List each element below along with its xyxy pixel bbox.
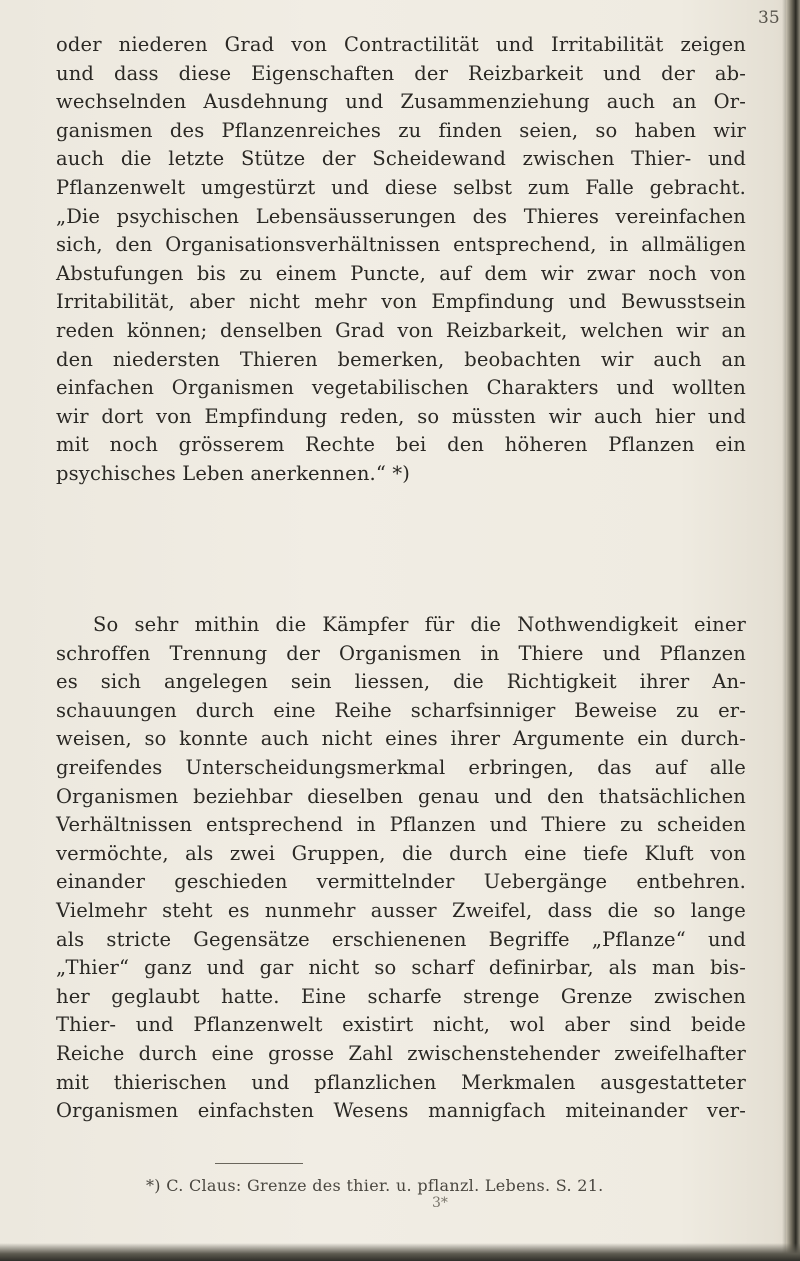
text-line: Pflanzenwelt umgestürzt und diese selbst zum Falle gebracht. — [56, 175, 746, 199]
text-line: mit noch grösserem Rechte bei den höheren Pflanzen ein — [56, 433, 746, 457]
text-line: reden können; denselben Grad von Reizbarkeit, welchen wir an — [56, 318, 746, 342]
footnote: *) C. Claus: Grenze des thier. u. pflanzl. Lebens. S. 21. — [146, 1176, 604, 1195]
text-line: schroffen Trennung der Organismen in Thiere und Pflanzen — [56, 641, 746, 665]
signature-mark: 3* — [432, 1195, 448, 1211]
text-line: So sehr mithin die Kämpfer für die Nothwendigkeit einer — [93, 613, 746, 636]
text-line: einander geschieden vermittelnder Uebergänge entbehren. — [56, 870, 746, 894]
text-line: den niedersten Thieren bemerken, beobachten wir auch an — [56, 347, 746, 371]
page-bottom-edge — [0, 1243, 800, 1261]
text-line: wir dort von Empfindung reden, so müssten wir auch hier und — [56, 404, 746, 428]
text-line: Irritabilität, aber nicht mehr von Empfindung und Bewusstsein — [56, 290, 746, 314]
text-line: „Thier“ ganz und gar nicht so scharf definirbar, als man bis- — [56, 956, 746, 980]
text-line: schauungen durch eine Reihe scharfsinniger Beweise zu er- — [56, 698, 746, 722]
text-line: Vielmehr steht es nunmehr ausser Zweifel, dass die so lange — [56, 898, 746, 922]
text-line: vermöchte, als zwei Gruppen, die durch eine tiefe Kluft von — [56, 841, 746, 865]
text-line: mit thierischen und pflanzlichen Merkmalen ausgestatteter — [56, 1070, 746, 1094]
text-line: Organismen beziehbar dieselben genau und den thatsächlichen — [56, 784, 746, 808]
text-line: auch die letzte Stütze der Scheidewand zwischen Thier- und — [56, 147, 746, 171]
text-line: Verhältnissen entsprechend in Pflanzen und Thiere zu scheiden — [56, 813, 746, 837]
text-line: es sich angelegen sein liessen, die Richtigkeit ihrer An- — [56, 670, 746, 694]
text-line: Reiche durch eine grosse Zahl zwischenstehender zweifelhafter — [56, 1041, 746, 1065]
paragraph-1 — [56, 31, 746, 489]
footnote-divider — [215, 1163, 303, 1164]
paragraph-2 — [56, 611, 746, 1126]
page-number: 35 — [758, 8, 780, 28]
text-line: wechselnden Ausdehnung und Zusammenziehung auch an Or- — [56, 90, 746, 114]
text-line: „Die psychischen Lebensäusserungen des Thieres vereinfachen — [56, 204, 746, 228]
text-line: psychisches Leben anerkennen.“ *) — [56, 461, 411, 485]
text-line: Thier- und Pflanzenwelt existirt nicht, wol aber sind beide — [56, 1013, 746, 1037]
text-line: greifendes Unterscheidungsmerkmal erbringen, das auf alle — [56, 755, 746, 779]
text-line: her geglaubt hatte. Eine scharfe strenge Grenze zwischen — [56, 984, 746, 1008]
text-line: Organismen einfachsten Wesens mannigfach miteinander ver- — [56, 1099, 746, 1123]
text-line: oder niederen Grad von Contractilität und Irritabilität zeigen — [56, 33, 746, 56]
text-line: weisen, so konnte auch nicht eines ihrer Argumente ein durch- — [56, 727, 746, 751]
text-line: und dass diese Eigenschaften der Reizbarkeit und der ab- — [56, 61, 746, 85]
page-edge — [786, 0, 800, 1261]
text-line: Abstufungen bis zu einem Puncte, auf dem wir zwar noch von — [56, 261, 746, 285]
text-line: einfachen Organismen vegetabilischen Charakters und wollten — [56, 376, 746, 400]
text-line: ganismen des Pflanzenreiches zu finden seien, so haben wir — [56, 118, 746, 142]
text-line: sich, den Organisationsverhältnissen entsprechend, in allmäligen — [56, 233, 746, 257]
text-line: als stricte Gegensätze erschienenen Begriffe „Pflanze“ und — [56, 927, 746, 951]
